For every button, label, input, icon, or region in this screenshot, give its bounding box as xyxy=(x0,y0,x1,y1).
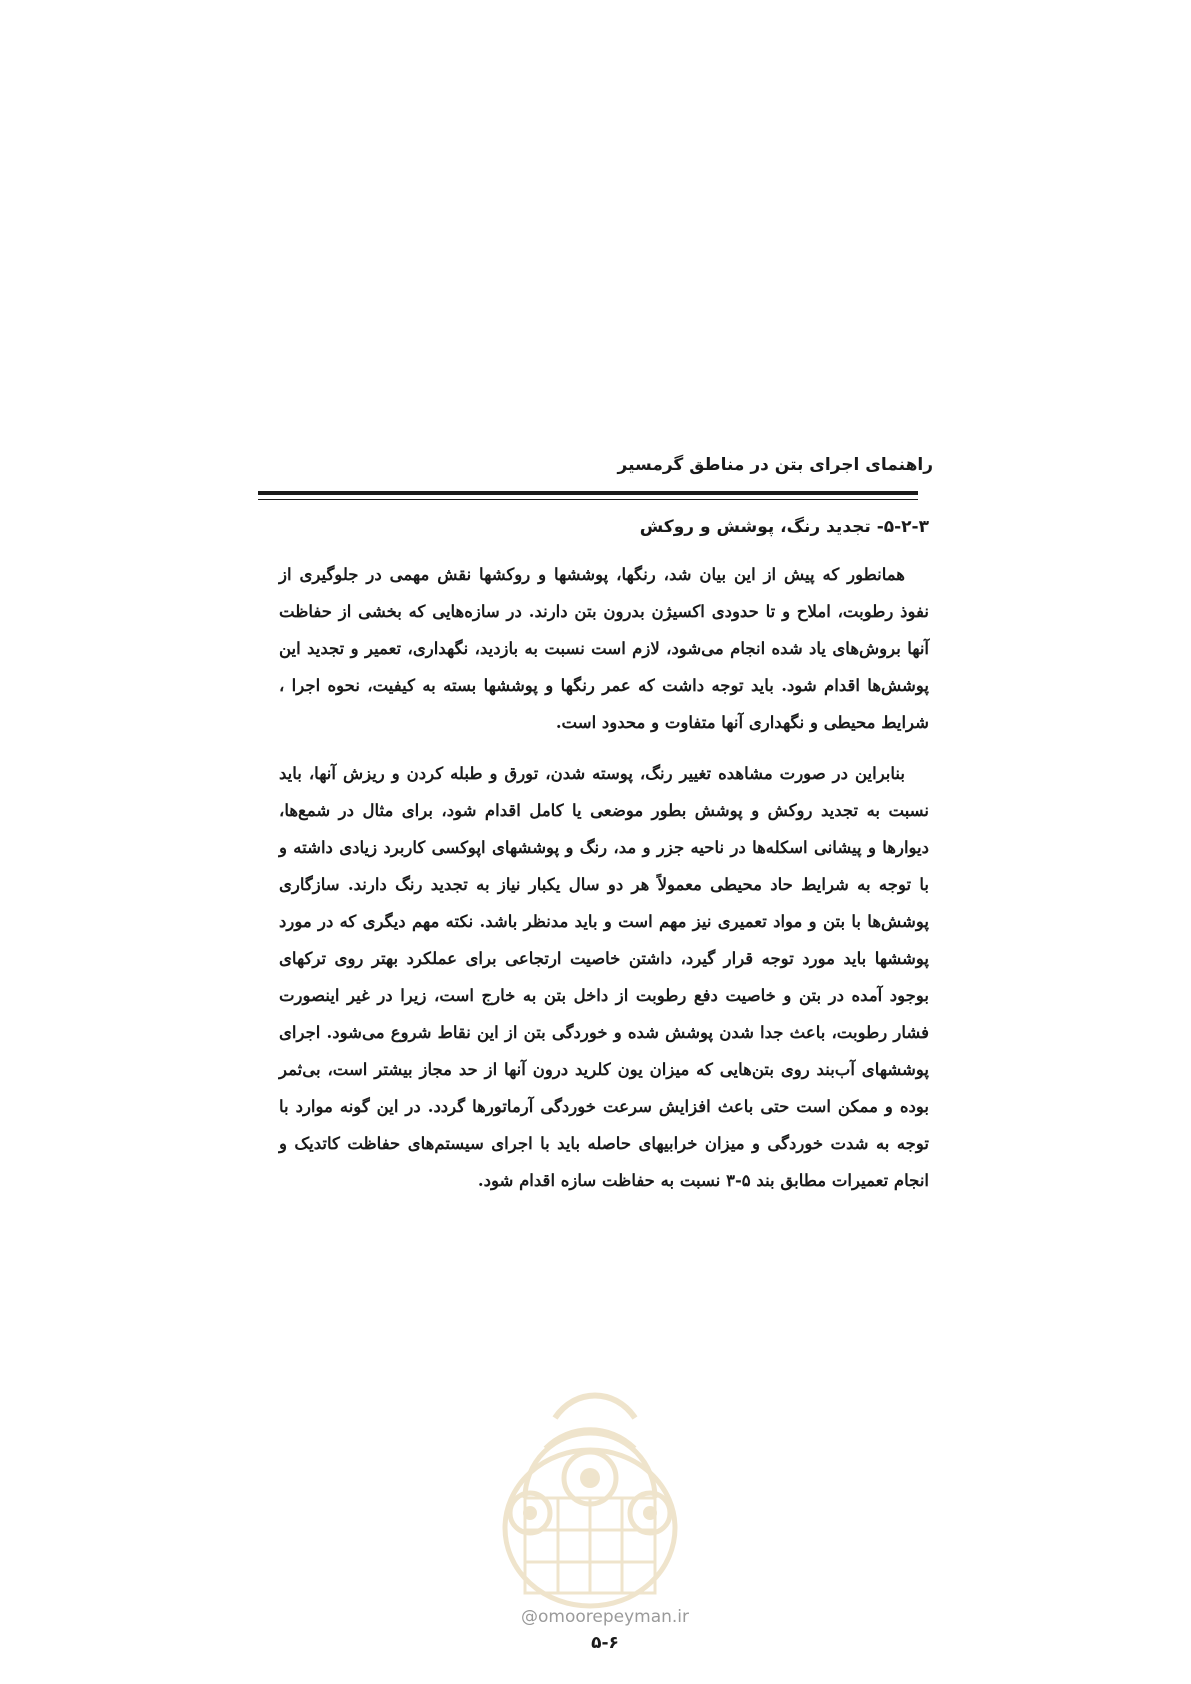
header-rule-thick xyxy=(258,491,918,495)
watermark-seal-icon xyxy=(485,1378,695,1628)
body-text xyxy=(279,556,929,1199)
paragraph-2: بنابراین در صورت مشاهده تغییر رنگ، پوسته شدن، تورق و طبله کردن و ریزش آنها، باید نسبت به تجدید روکش و پوشش بطور موضعی یا کامل اقدام شود، برای مثال در شمع‌ها، دیوارها و پیشانی اسکله‌ها در ناحیه جزر و مد، رنگ و پوششهای اپوکسی کاربرد زیادی داشته و با توجه به شرایط حاد محیطی معمولاً هر دو سال یکبار نیاز به تجدید رنگ دارند. سازگاری پوشش‌ها با بتن و مواد تعمیری نیز مهم است و باید مدنظر باشد. نکته مهم دیگری که در مورد پوششها باید مورد توجه قرار گیرد، داشتن خاصیت ارتجاعی برای عملکرد بهتر روی ترکهای بوجود آمده در بتن و خاصیت دفع رطوبت از داخل بتن به خارج است، زیرا در غیر اینصورت فشار رطوبت، باعث جدا شدن پوشش شده و خوردگی بتن از این نقاط شروع می‌شود. اجرای پوششهای آب‌بند روی بتن‌هایی که میزان یون کلرید درون آنها از حد مجاز بیشتر است، بی‌ثمر بوده و ممکن است حتی باعث افزایش سرعت خوردگی آرماتورها گردد. در این گونه موارد با توجه به شدت خوردگی و میزان خرابیهای حاصله باید با اجرای سیستم‌های حفاظت کاتدیک و انجام تعمیرات مطابق بند ۵-۳ نسبت به حفاظت سازه اقدام شود. xyxy=(279,764,929,1190)
section-heading: ۵-۲-۳- تجدید رنگ، پوشش و روکش xyxy=(639,517,929,537)
page-number: ۵-۶ xyxy=(591,1633,619,1653)
site-credit: @omoorepeyman.ir xyxy=(520,1607,690,1627)
paragraph-1: همانطور که پیش از این بیان شد، رنگها، پوششها و روکشها نقش مهمی در جلوگیری از نفوذ رطوبت، املاح و تا حدودی اکسیژن بدرون بتن دارند. در سازه‌هایی که بخشی از حفاظت آنها بروش‌های یاد شده انجام می‌شود، لازم است نسبت به بازدید، نگهداری، تعمیر و تجدید این پوشش‌ها اقدام شود. باید توجه داشت که عمر رنگها و پوششها بسته به کیفیت، نحوه اجرا ، شرایط محیطی و نگهداری آنها متفاوت و محدود است. xyxy=(279,565,929,732)
header-rule-thin xyxy=(258,499,918,500)
running-header-title: راهنمای اجرای بتن در مناطق گرمسیر xyxy=(617,455,933,475)
